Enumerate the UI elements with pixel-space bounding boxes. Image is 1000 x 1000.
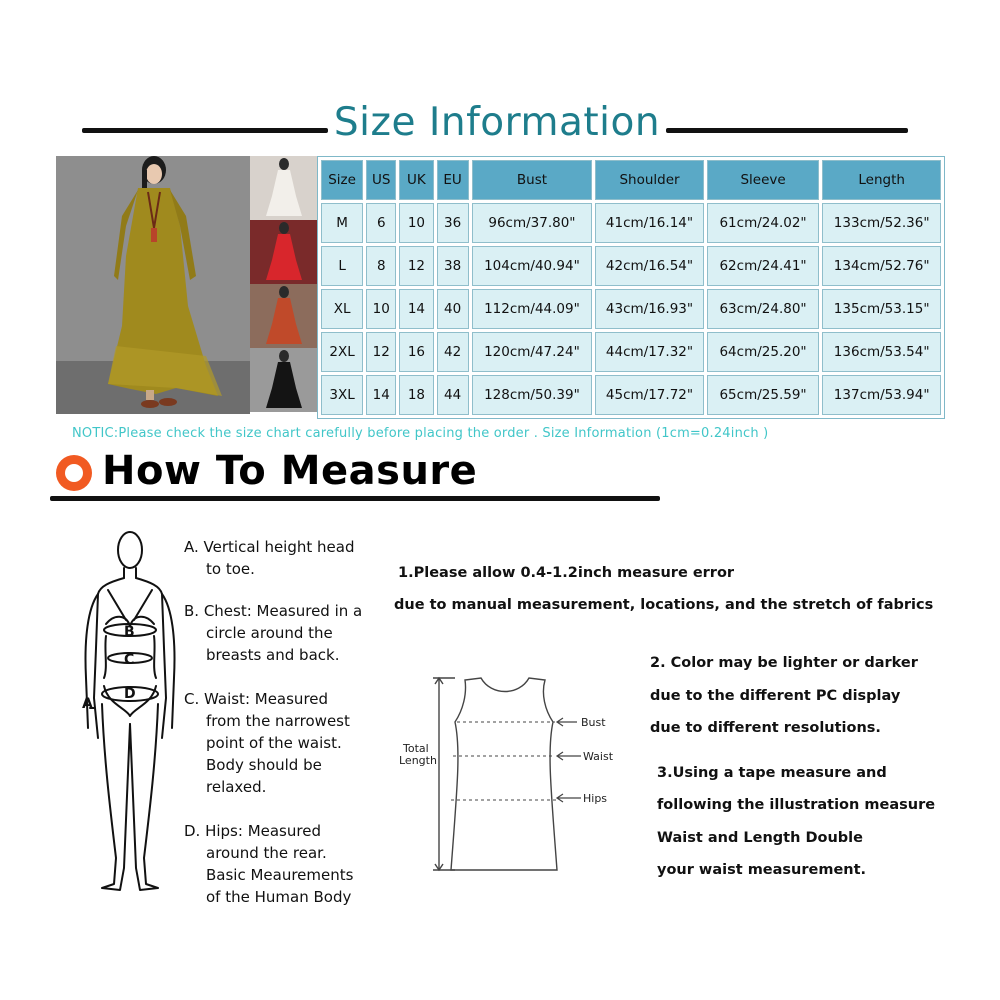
how-to-measure-title: How To Measure [102,448,478,494]
table-row [321,375,941,415]
table-cell: 42 [437,332,469,372]
table-cell: 14 [399,289,433,329]
table-row [321,246,941,286]
table-cell: 38 [437,246,469,286]
table-cell: 44cm/17.32" [595,332,704,372]
table-cell: 135cm/53.15" [822,289,941,329]
table-cell: 136cm/53.54" [822,332,941,372]
table-cell: 16 [399,332,433,372]
table-cell: 63cm/24.80" [707,289,820,329]
dress-label-length: Length [399,754,437,767]
table-cell: 42cm/16.54" [595,246,704,286]
table-cell: 96cm/37.80" [472,203,593,243]
table-cell: 6 [366,203,396,243]
label-d-line4: of the Human Body [206,888,352,906]
figure-label-a: A [82,696,93,712]
table-cell: 41cm/16.14" [595,203,704,243]
label-b-line1: B. Chest: Measured in a [184,602,363,620]
note-2-line1: 2. Color may be lighter or darker [650,655,918,671]
figure-label-c: C [124,652,135,668]
circle-bullet-icon [56,455,92,491]
label-b-line2: circle around the [206,624,333,642]
table-cell: 40 [437,289,469,329]
header-length: Length [822,160,941,200]
product-photo-main [56,156,250,414]
table-cell: 10 [366,289,396,329]
table-cell: M [321,203,363,243]
table-row [321,332,941,372]
table-cell: 128cm/50.39" [472,375,593,415]
title-rule-right [666,128,908,133]
table-row [321,289,941,329]
dress-label-hips: Hips [583,792,608,805]
note-2-line3: due to different resolutions. [650,720,881,736]
how-to-measure-rule [50,496,660,501]
header-sleeve: Sleeve [707,160,820,200]
label-d-line2: around the rear. [206,844,327,862]
table-cell: 65cm/25.59" [707,375,820,415]
note-3-line2: following the illustration measure [657,797,936,813]
product-thumb-red[interactable] [250,220,318,284]
table-cell: 36 [437,203,469,243]
label-c-line1: C. Waist: Measured [184,690,329,708]
label-c-line5: relaxed. [206,778,267,796]
table-cell: 43cm/16.93" [595,289,704,329]
product-thumb-black[interactable] [250,348,318,412]
label-b-line3: breasts and back. [206,646,340,664]
header-shoulder: Shoulder [595,160,704,200]
label-d-line1: D. Hips: Measured [184,822,321,840]
table-cell: 18 [399,375,433,415]
table-header-row [321,160,941,200]
table-cell: 45cm/17.72" [595,375,704,415]
label-a-line2: to toe. [206,560,255,578]
dress-measurement-diagram [395,670,635,876]
product-thumb-white[interactable] [250,156,318,220]
label-c-line4: Body should be [206,756,322,774]
table-cell: 12 [399,246,433,286]
header-bust: Bust [472,160,593,200]
size-notice: NOTIC:Please check the size chart carefully before placing the order . Size Information (1cm=0.24inch ) [72,426,769,441]
note-1-line2: due to manual measurement, locations, and the stretch of fabrics [394,597,934,613]
label-c-line2: from the narrowest [206,712,350,730]
figure-label-b: B [124,624,135,640]
page-title: Size Information [333,100,661,145]
dress-label-total: Total [403,742,429,755]
title-rule-left [82,128,328,133]
header-eu: EU [437,160,469,200]
body-measurement-figure [70,528,180,898]
title-row [82,98,908,158]
table-cell: 3XL [321,375,363,415]
note-3-line4: your waist measurement. [657,862,867,878]
table-cell: 133cm/52.36" [822,203,941,243]
note-2-line2: due to the different PC display [650,688,901,704]
dress-label-bust: Bust [581,716,606,729]
table-cell: 64cm/25.20" [707,332,820,372]
note-3-line1: 3.Using a tape measure and [657,765,887,781]
header-us: US [366,160,396,200]
header-size: Size [321,160,363,200]
table-cell: 120cm/47.24" [472,332,593,372]
table-cell: 14 [366,375,396,415]
table-cell: 61cm/24.02" [707,203,820,243]
table-cell: 112cm/44.09" [472,289,593,329]
table-cell: XL [321,289,363,329]
dress-label-waist: Waist [583,750,614,763]
table-cell: 12 [366,332,396,372]
note-1-line1: 1.Please allow 0.4-1.2inch measure error [398,565,735,581]
table-cell: 62cm/24.41" [707,246,820,286]
label-d-line3: Basic Meaurements [206,866,354,884]
label-a-line1: A. Vertical height head [184,538,355,556]
size-chart-table [318,157,944,418]
table-cell: 8 [366,246,396,286]
table-cell: 44 [437,375,469,415]
table-cell: 10 [399,203,433,243]
figure-label-d: D [124,686,136,702]
table-cell: 2XL [321,332,363,372]
table-cell: 137cm/53.94" [822,375,941,415]
table-cell: L [321,246,363,286]
note-3-line3: Waist and Length Double [657,830,863,846]
header-uk: UK [399,160,433,200]
table-row [321,203,941,243]
product-thumb-rust[interactable] [250,284,318,348]
label-c-line3: point of the waist. [206,734,342,752]
table-cell: 134cm/52.76" [822,246,941,286]
table-cell: 104cm/40.94" [472,246,593,286]
